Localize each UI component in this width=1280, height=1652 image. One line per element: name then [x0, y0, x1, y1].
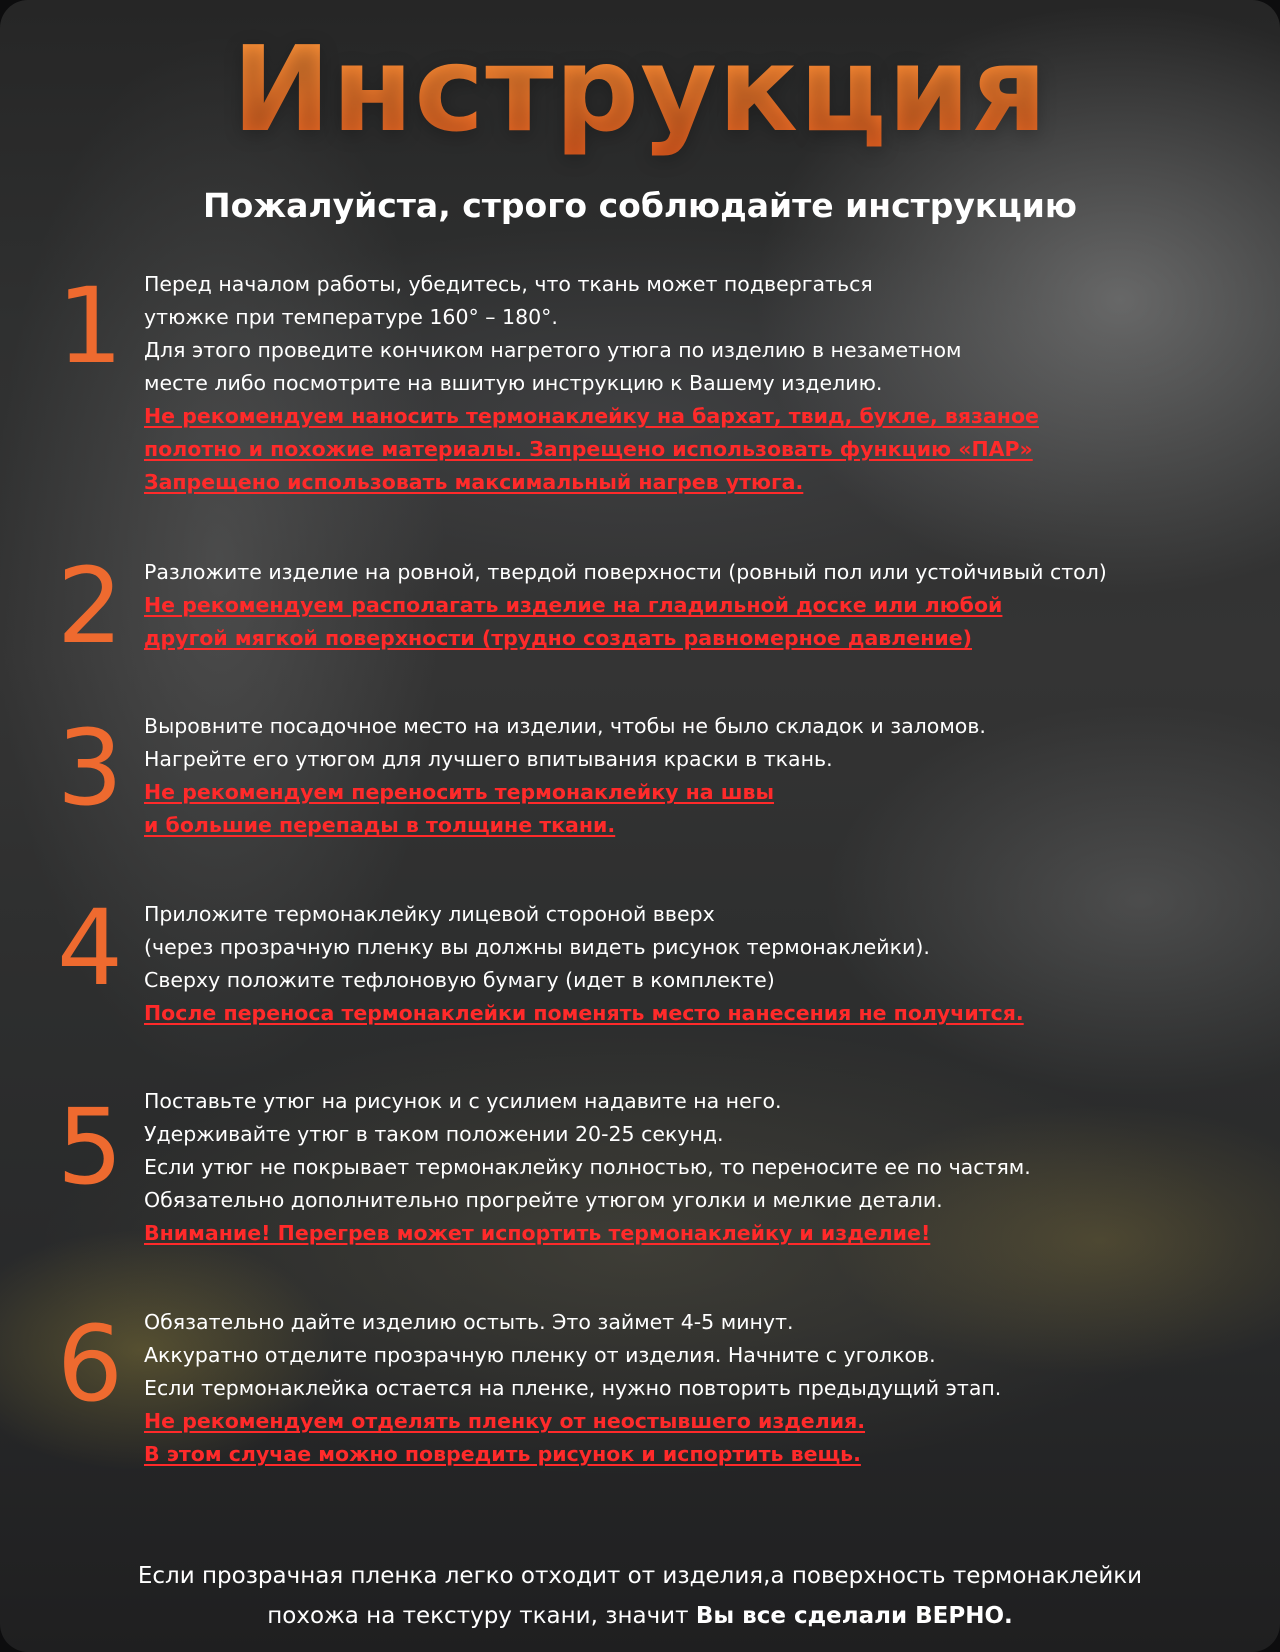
step-line: Выровните посадочное место на изделии, чтобы не было складок и заломов.: [144, 714, 986, 738]
footer-line-2: [0, 1596, 1280, 1636]
step-text: [144, 710, 1264, 842]
footer-line-1: Если прозрачная пленка легко отходит от изделия,а поверхность термонаклейки: [137, 1563, 1143, 1589]
step-warning-line: и большие перепады в толщине ткани.: [144, 813, 616, 837]
step-line: (через прозрачную пленку вы должны видеть рисунок термонаклейки).: [144, 935, 930, 959]
step-number: 5: [56, 1086, 124, 1208]
step-warning-line: После переноса термонаклейки поменять место нанесения не получится.: [144, 1001, 1024, 1025]
step-line: месте либо посмотрите на вшитую инструкцию к Вашему изделию.: [144, 371, 883, 395]
step-line: Сверху положите тефлоновую бумагу (идет в комплекте): [144, 968, 775, 992]
step-number: 2: [56, 545, 124, 667]
step-warning-line: полотно и похожие материалы. Запрещено использовать функцию «ПАР»: [144, 437, 1033, 461]
step-line: Удерживайте утюг в таком положении 20-25 секунд.: [144, 1122, 724, 1146]
page-subtitle: Пожалуйста, строго соблюдайте инструкцию: [203, 186, 1077, 225]
step-line: Если утюг не покрывает термонаклейку полностью, то переносите ее по частям.: [144, 1155, 1031, 1179]
step-number: 6: [56, 1303, 124, 1425]
step-text: [144, 556, 1264, 655]
step-warning-line: Не рекомендуем располагать изделие на гладильной доске или любой: [144, 593, 1003, 617]
step-warning-line: Запрещено использовать максимальный нагрев утюга.: [144, 470, 804, 494]
step-line: Нагрейте его утюгом для лучшего впитывания краски в ткань.: [144, 747, 833, 771]
step-line: Обязательно дополнительно прогрейте утюгом уголки и мелкие детали.: [144, 1188, 943, 1212]
step-line: Обязательно дайте изделию остыть. Это займет 4-5 минут.: [144, 1310, 794, 1334]
step-number: 3: [56, 707, 124, 829]
step-number: 1: [56, 265, 124, 387]
step-text: [144, 898, 1264, 1030]
step-warning-line: Не рекомендуем переносить термонаклейку на швы: [144, 780, 775, 804]
step-line: Разложите изделие на ровной, твердой поверхности (ровный пол или устойчивый стол): [144, 560, 1107, 584]
step-line: Аккуратно отделите прозрачную пленку от изделия. Начните с уголков.: [144, 1343, 936, 1367]
step-line: Если термонаклейка остается на пленке, нужно повторить предыдущий этап.: [144, 1376, 1002, 1400]
step-number: 4: [56, 887, 124, 1009]
step-line: Приложите термонаклейку лицевой стороной вверх: [144, 902, 715, 926]
step-text: [144, 268, 1264, 499]
step-line: Поставьте утюг на рисунок и с усилием надавите на него.: [144, 1089, 782, 1113]
step-line: Для этого проведите кончиком нагретого утюга по изделию в незаметном: [144, 338, 962, 362]
footer-note: [0, 1556, 1280, 1636]
step-text: [144, 1306, 1264, 1471]
step-warning-line: В этом случае можно повредить рисунок и испортить вещь.: [144, 1442, 861, 1466]
footer-line-2-text: похожа на текстуру ткани, значит: [267, 1603, 696, 1629]
step-warning-line: Внимание! Перегрев может испортить термонаклейку и изделие!: [144, 1221, 931, 1245]
footer-conclusion: Вы все сделали ВЕРНО.: [695, 1603, 1013, 1629]
step-line: утюжке при температуре 160° – 180°.: [144, 305, 558, 329]
step-warning-line: Не рекомендуем наносить термонаклейку на бархат, твид, букле, вязаное: [144, 404, 1039, 428]
step-warning-line: Не рекомендуем отделять пленку от неостывшего изделия.: [144, 1409, 866, 1433]
step-warning-line: другой мягкой поверхности (трудно создать равномерное давление): [144, 626, 972, 650]
step-text: [144, 1085, 1264, 1250]
step-line: Перед началом работы, убедитесь, что ткань может подвергаться: [144, 272, 873, 296]
page-title: Инструкция: [0, 14, 1280, 164]
